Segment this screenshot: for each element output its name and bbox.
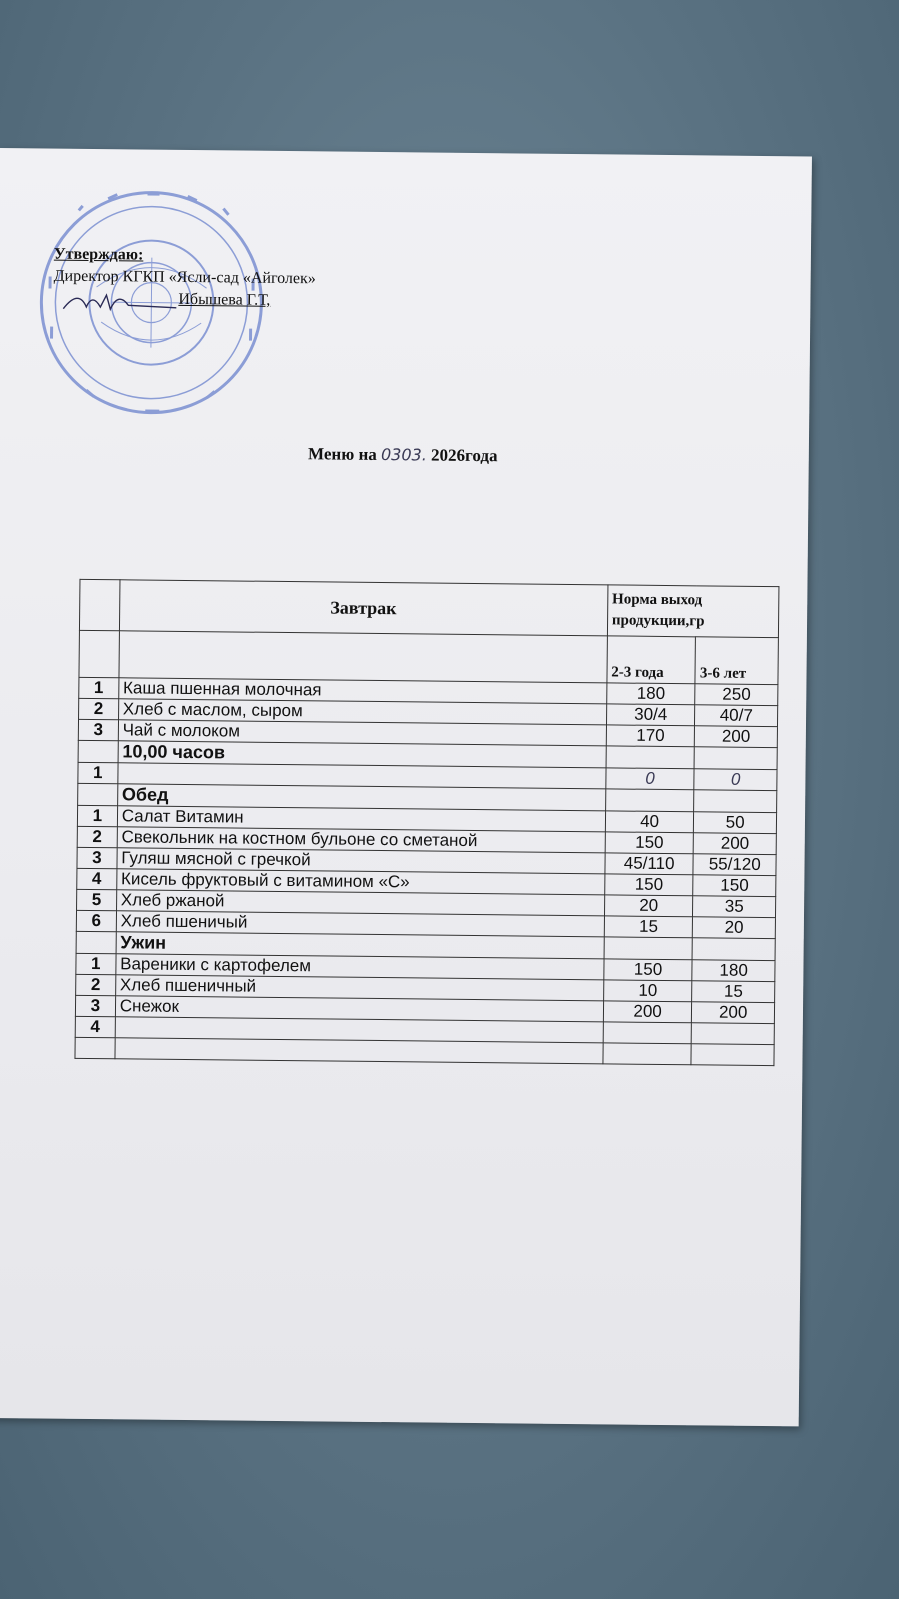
row-number (75, 1037, 115, 1058)
norm-2-3: 45/110 (605, 853, 694, 875)
norm-3-6: 15 (692, 981, 775, 1003)
row-number: 2 (77, 826, 117, 847)
norm-3-6: 40/7 (695, 705, 778, 727)
row-number: 5 (77, 889, 117, 910)
dish-name: Вареники с картофелем (116, 954, 604, 980)
header-breakfast: Завтрак (119, 580, 608, 636)
norm-2-3: 150 (605, 874, 694, 896)
row-number: 2 (76, 974, 116, 995)
section-label: Обед (117, 784, 605, 811)
dish-name: Каша пшенная молочная (118, 678, 606, 704)
row-number: 3 (77, 847, 117, 868)
norm-2-3: 10 (603, 980, 692, 1002)
norm-2-3: 180 (607, 683, 696, 705)
norm-2-3 (603, 1043, 692, 1065)
section-b-cell (692, 938, 775, 961)
row-number: 4 (75, 1016, 115, 1037)
norm-2-3: 15 (604, 916, 693, 938)
header-row (79, 579, 778, 637)
section-num-cell (78, 740, 118, 762)
title-prefix: Меню на (307, 444, 377, 464)
norm-3-6: 180 (692, 960, 775, 982)
norm-3-6: 200 (692, 1002, 775, 1024)
section-num-cell (76, 931, 116, 953)
norm-2-3: 30/4 (606, 704, 695, 726)
dish-name: Свекольник на костном бульоне со сметаной (117, 827, 605, 853)
age-name-cell (119, 631, 608, 683)
section-b-cell (694, 747, 777, 770)
dish-name: Снежок (115, 996, 603, 1022)
menu-table (74, 579, 779, 1066)
dish-name: Гуляш мясной с гречкой (117, 848, 605, 874)
norm-3-6: 55/120 (693, 854, 776, 876)
norm-2-3: 170 (606, 725, 695, 747)
norm-2-3 (603, 1022, 692, 1044)
director-line: Директор КГКП «Ясли-сад «Айголек» (53, 267, 316, 288)
norm-3-6: 0 (694, 769, 777, 791)
section-num-cell (78, 783, 118, 805)
section-label: 10,00 часов (118, 741, 606, 768)
dish-name: Салат Витамин (117, 806, 605, 832)
dish-name: Чай с молоком (118, 720, 606, 746)
row-number: 4 (77, 868, 117, 889)
dish-name (115, 1038, 603, 1064)
page-title (0, 441, 809, 470)
header-norm: Норма выход продукции,гр (607, 585, 779, 638)
norm-2-3: 150 (604, 959, 693, 981)
section-label: Ужин (116, 932, 604, 959)
section-a-cell (605, 789, 694, 812)
section-b-cell (694, 790, 777, 813)
row-number: 3 (75, 995, 115, 1016)
dish-name: Хлеб ржаной (116, 890, 604, 916)
title-suffix: 2026года (431, 445, 498, 466)
norm-3-6: 20 (693, 917, 776, 939)
header-num-cell (79, 579, 119, 630)
section-a-cell (604, 937, 693, 960)
dish-name: Хлеб пшеничный (115, 975, 603, 1001)
dish-name: Хлеб пшеничый (116, 911, 604, 937)
row-number: 2 (79, 698, 119, 719)
age-2-3: 2-3 года (607, 636, 696, 684)
norm-3-6: 200 (694, 833, 777, 855)
approval-heading: Утверждаю: (53, 245, 144, 264)
norm-3-6 (691, 1044, 774, 1066)
norm-3-6: 200 (695, 726, 778, 748)
norm-3-6 (692, 1023, 775, 1045)
norm-2-3: 150 (605, 832, 694, 854)
row-number: 1 (79, 677, 119, 698)
title-date-handwritten: 0303. (380, 445, 427, 465)
row-number: 1 (77, 805, 117, 826)
row-number: 6 (76, 910, 116, 931)
row-number: 1 (78, 762, 118, 783)
dish-name: Кисель фруктовый с витамином «С» (116, 869, 604, 895)
norm-2-3: 0 (606, 768, 695, 790)
norm-3-6: 150 (693, 875, 776, 897)
norm-2-3: 40 (605, 811, 694, 833)
signature-scribble (58, 287, 178, 318)
dish-name: Хлеб с маслом, сыром (118, 699, 606, 725)
row-number: 3 (78, 719, 118, 740)
norm-2-3: 200 (603, 1001, 692, 1023)
norm-2-3: 20 (604, 895, 693, 917)
age-3-6: 3-6 лет (695, 637, 778, 685)
director-name: Ибышева Г.Т, (178, 290, 271, 309)
section-a-cell (606, 746, 695, 769)
row-number: 1 (76, 953, 116, 974)
age-row (79, 630, 778, 684)
norm-3-6: 50 (694, 812, 777, 834)
menu-sheet (0, 148, 812, 1426)
norm-3-6: 35 (693, 896, 776, 918)
age-num-cell (79, 630, 119, 677)
norm-3-6: 250 (695, 684, 778, 706)
